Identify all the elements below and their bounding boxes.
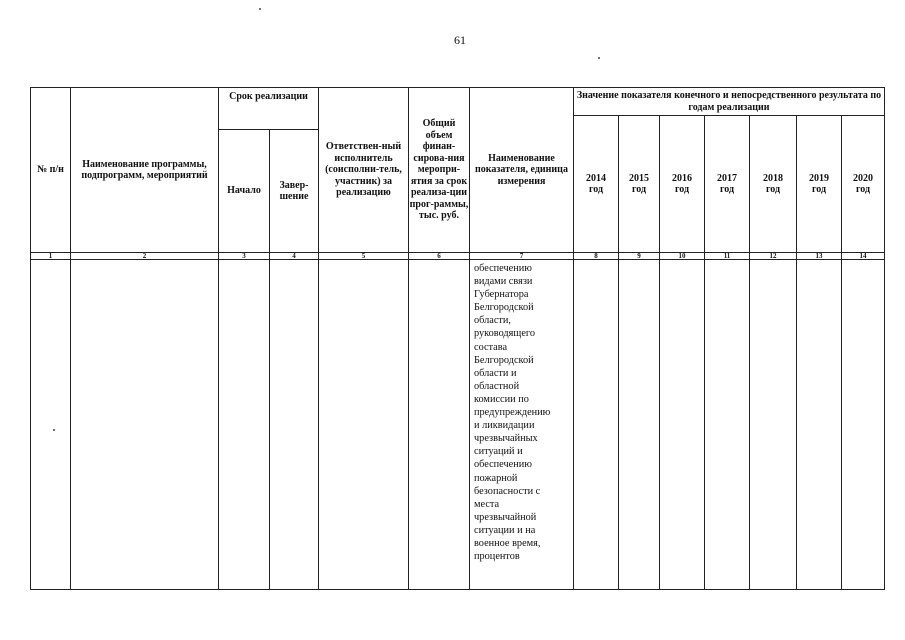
header-year-2018 (750, 116, 797, 253)
header-row-number: № п/н (31, 88, 71, 253)
cell-year-2014 (574, 260, 619, 590)
year-label: 2016 (672, 172, 692, 184)
indicator-line: военное время, (474, 537, 541, 549)
column-number: 9 (619, 253, 660, 260)
header-term: Срок реализации (219, 88, 319, 130)
header-term-end: Завер-шение (270, 130, 319, 253)
indicator-line: обеспечению (474, 263, 532, 274)
cell-year-2015 (619, 260, 660, 590)
cell-row-number (31, 260, 71, 590)
indicator-line: чрезвычайной (474, 511, 537, 523)
column-number-row (31, 253, 885, 260)
indicator-line: области, (474, 315, 511, 327)
table-row (31, 260, 885, 590)
cell-year-2020 (842, 260, 885, 590)
scan-speck (598, 57, 600, 59)
header-indicator: Наименование показателя, единица измерения (470, 88, 574, 253)
indicator-line: области и (474, 367, 517, 379)
header-term-start: Начало (219, 130, 270, 253)
year-label: 2017 (717, 172, 737, 184)
header-year-2014 (574, 116, 619, 253)
column-number: 2 (71, 253, 219, 260)
scan-speck (259, 8, 261, 10)
year-unit: год (765, 184, 781, 195)
indicator-line: ситуации и на (474, 524, 536, 536)
header-year-2020 (842, 116, 885, 253)
column-number: 5 (319, 253, 409, 260)
indicator-line: и ликвидации (474, 420, 535, 432)
indicator-line: Белгородской (474, 302, 534, 314)
header-program-name: Наименование программы, подпрограмм, мероприятий (71, 88, 219, 253)
column-number: 10 (660, 253, 705, 260)
indicator-line: пожарной (474, 472, 518, 484)
indicator-line: комиссии по (474, 393, 529, 405)
year-unit: год (588, 184, 604, 195)
indicator-line: состава (474, 341, 508, 353)
cell-year-2018 (750, 260, 797, 590)
column-number: 8 (574, 253, 619, 260)
cell-year-2017 (705, 260, 750, 590)
column-number: 12 (750, 253, 797, 260)
column-number: 14 (842, 253, 885, 260)
cell-responsible (319, 260, 409, 590)
year-unit: год (855, 184, 871, 195)
header-responsible: Ответствен-ный исполнитель (соисполни-тель, участник) за реализацию (319, 88, 409, 253)
indicator-line: предупреждению (474, 407, 551, 419)
header-year-2017 (705, 116, 750, 253)
year-unit: год (631, 184, 647, 195)
cell-year-2019 (797, 260, 842, 590)
column-number: 13 (797, 253, 842, 260)
indicator-line: Белгородской (474, 354, 534, 366)
indicator-line: Губернатора (474, 289, 529, 301)
cell-program-name (71, 260, 219, 590)
column-number: 11 (705, 253, 750, 260)
cell-term-start (219, 260, 270, 590)
page-number: 61 (454, 33, 466, 47)
header-year-2016 (660, 116, 705, 253)
indicator-line: ситуаций и (474, 446, 523, 458)
year-label: 2015 (629, 172, 649, 184)
program-table (30, 87, 885, 590)
cell-term-end (270, 260, 319, 590)
indicator-line: обеспечению (474, 459, 532, 471)
year-label: 2018 (763, 172, 783, 184)
indicator-line: чрезвычайных (474, 433, 538, 445)
year-unit: год (811, 184, 827, 195)
cell-indicator (470, 260, 574, 590)
column-number: 4 (270, 253, 319, 260)
header-year-2015 (619, 116, 660, 253)
column-number: 6 (409, 253, 470, 260)
indicator-line: процентов (474, 551, 520, 563)
header-values-group: Значение показателя конечного и непосредственного результата по годам реализации (574, 88, 885, 116)
indicator-line: областной (474, 380, 520, 392)
cell-year-2016 (660, 260, 705, 590)
year-unit: год (674, 184, 690, 195)
indicator-line: безопасности с (474, 485, 541, 497)
indicator-line: видами связи (474, 276, 533, 288)
cell-financing (409, 260, 470, 590)
year-label: 2014 (586, 172, 606, 184)
year-label: 2019 (809, 172, 829, 184)
header-financing: Общий объем финан-сирова-ния меропри-ятия за срок реализа-ции прог-раммы, тыс. руб. (409, 88, 470, 253)
column-number: 1 (31, 253, 71, 260)
indicator-line: руководящего (474, 328, 536, 340)
year-label: 2020 (853, 172, 873, 184)
column-number: 7 (470, 253, 574, 260)
year-unit: год (719, 184, 735, 195)
header-year-2019 (797, 116, 842, 253)
column-number: 3 (219, 253, 270, 260)
indicator-line: места (474, 498, 500, 510)
